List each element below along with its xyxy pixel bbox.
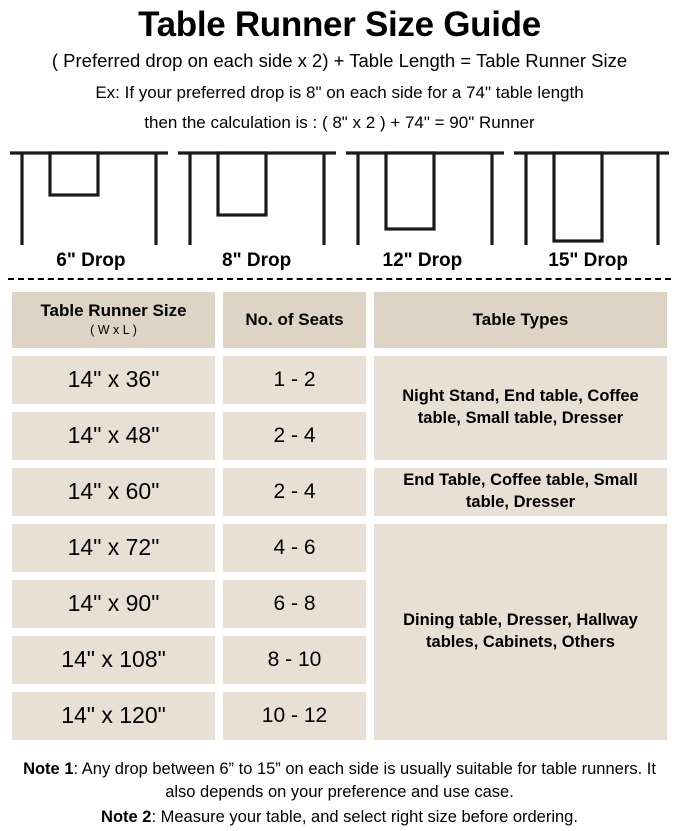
header-seats: No. of Seats	[223, 292, 366, 348]
table-row: Dining table, Dresser, Hallway tables, Cabinets, Others	[374, 524, 667, 740]
note-2-text: : Measure your table, and select right size before ordering.	[151, 808, 578, 827]
table-row: 10 - 12	[223, 692, 366, 740]
header-table-types: Table Types	[374, 292, 667, 348]
table-row: 14" x 60"	[12, 468, 215, 516]
table-row: 14" x 108"	[12, 636, 215, 684]
table-row: 14" x 90"	[12, 580, 215, 628]
note-2-label: Note 2	[101, 808, 152, 827]
table-row: 2 - 4	[223, 468, 366, 516]
table-row: 8 - 10	[223, 636, 366, 684]
example-line-1: Ex: If your preferred drop is 8" on each side for a 74" table length	[95, 82, 584, 102]
table-row: 14" x 36"	[12, 356, 215, 404]
size-guide-page	[0, 5, 679, 831]
note-1-label: Note 1	[23, 759, 74, 778]
note-2	[12, 806, 667, 829]
table-row: 14" x 72"	[12, 524, 215, 572]
drop-label-row	[8, 250, 671, 280]
column-table-types	[374, 292, 667, 748]
notes-section	[12, 758, 667, 830]
header-runner-size-sub: ( W x L )	[90, 323, 137, 338]
example-line-2: then the calculation is : ( 8" x 2 ) + 74" = 90" Runner	[144, 113, 535, 133]
formula-subtitle: ( Preferred drop on each side x 2) + Table Length = Table Runner Size	[51, 50, 628, 72]
table-row: 2 - 4	[223, 412, 366, 460]
size-table	[12, 292, 667, 748]
page-title: Table Runner Size Guide	[138, 5, 541, 44]
table-row: 14" x 48"	[12, 412, 215, 460]
note-1	[12, 758, 667, 805]
header-runner-size	[12, 292, 215, 348]
table-row: End Table, Coffee table, Small table, Dresser	[374, 468, 667, 516]
column-seats	[223, 292, 366, 748]
column-runner-size	[12, 292, 215, 748]
drop-label-6: 6" Drop	[56, 249, 126, 271]
table-row: 14" x 120"	[12, 692, 215, 740]
table-row: 6 - 8	[223, 580, 366, 628]
note-1-text: : Any drop between 6” to 15” on each side is usually suitable for table runners. It also depends on your preference and use case.	[73, 759, 656, 801]
drop-label-8: 8" Drop	[222, 249, 292, 271]
table-row: Night Stand, End table, Coffee table, Small table, Dresser	[374, 356, 667, 460]
table-row: 4 - 6	[223, 524, 366, 572]
drop-label-12: 12" Drop	[382, 249, 463, 271]
drop-label-15: 15" Drop	[548, 249, 628, 271]
table-row: 1 - 2	[223, 356, 366, 404]
header-runner-size-label: Table Runner Size	[40, 301, 187, 321]
drop-diagram	[8, 145, 671, 250]
